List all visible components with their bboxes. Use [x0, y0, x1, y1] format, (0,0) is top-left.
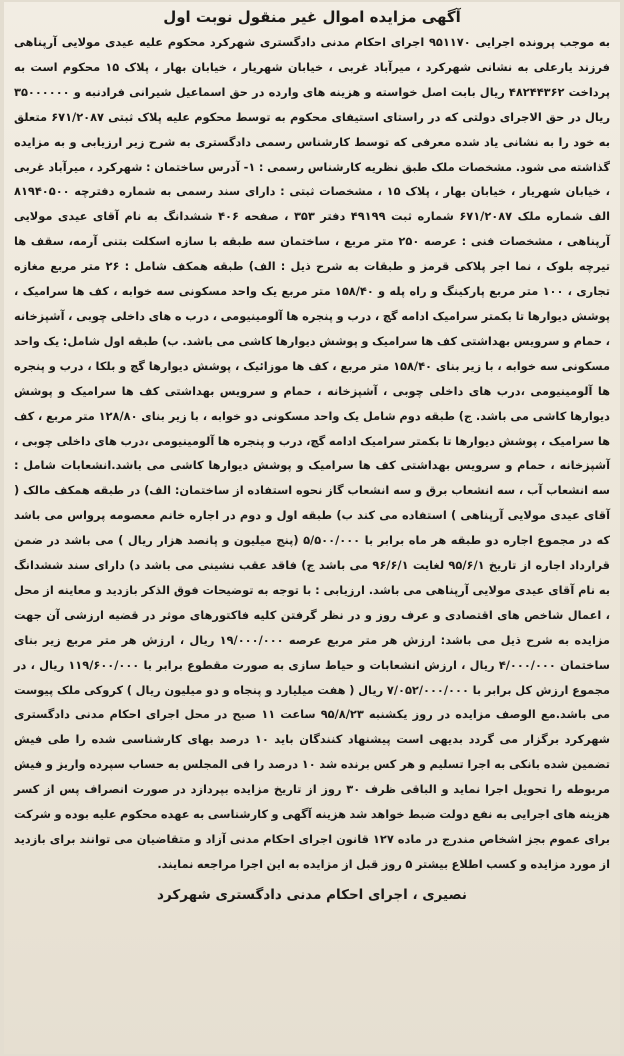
- auction-notice: [4, 2, 620, 1054]
- notice-body: به موجب پرونده اجرایی ۹۵۱۱۷۰ اجرای احکام مدنی دادگستری شهرکرد محکوم علیه عیدی مولایی آرپناهی فرزند یارعلی به نشانی شهرکرد ، میرآباد غربی ، خیابان شهریار ، خیابان بهار ، پلاک ۱۵ محکوم است به پرداخت ۴۸۲۴۴۳۶۲ ریال بابت اصل خواسته و هزینه های وارده در حق اسماعیل شیرانی فرادنبه و ۳۵۰۰۰۰۰۰ ریال در حق الاجرای دولتی که در راستای استیفای محکوم به توسط محکوم علیه پلاک ثبتی ۶۷۱/۲۰۸۷ متعلق به خود را به نشانی یاد شده معرفی که توسط کارشناس رسمی دادگستری به شرح زیر ارزیابی و به مزایده گذاشته می شود. مشخصات ملک طبق نظریه کارشناس رسمی : ۱- آدرس ساختمان : شهرکرد ، میرآباد غربی ، خیابان شهریار ، خیابان بهار ، پلاک ۱۵ ، مشخصات ثبتی : دارای سند رسمی به شماره دفترچه ۸۱۹۴۰۵۰۰ الف شماره ملک ۶۷۱/۲۰۸۷ شماره ثبت ۴۹۱۹۹ دفتر ۳۵۳ ، صفحه ۴۰۶ ششدانگ به نام آقای عیدی مولایی آرپناهی ، مشخصات فنی : عرصه ۲۵۰ متر مربع ، ساختمان سه طبقه با سازه اسکلت بتنی آرمه، سقف ها تیرچه بلوک ، نما اجر پلاکی قرمز و طبقات به شرح ذیل : الف) طبقه همکف شامل : ۲۶ متر مربع مغازه تجاری ، ۱۰۰ متر مربع پارکینگ و راه پله و ۱۵۸/۴۰ متر مربع یک واحد مسکونی سه خوابه ، کف ها سرامیک ، پوشش دیوارها تا بکمتر سرامیک ادامه گچ ، درب و پنجره ها آلومینیومی ، درب ه های داخلی چوبی ، آشپزخانه ، حمام و سرویس بهداشتی کف ها سرامیک و پوشش دیوارها کاشی می باشد. ب) طبقه اول شامل: یک واحد مسکونی سه خوابه ، با زیر بنای ۱۵۸/۴۰ متر مربع ، کف ها موزائیک ، پوشش دیوارها گچ و بلکا ، درب و پنجره ها آلومینیومی ،درب های داخلی چوبی ، آشپزخانه ، حمام و سرویس بهداشتی کف ها سرامیک و پوشش دیوارها کاشی می باشد. ج) طبقه دوم شامل یک واحد مسکونی دو خوابه ، با زیر بنای ۱۲۸/۸۰ متر مربع ، کف ها سرامیک ، پوشش دیوارها تا بکمتر سرامیک ادامه گچ، درب و پنجره ها آلومینیومی ،درب های داخلی چوبی ، آشپزخانه ، حمام و سرویس بهداشتی کف ها سرامیک و پوشش دیوارها کاشی می باشد.انشعابات شامل : سه انشعاب آب ، سه انشعاب برق و سه انشعاب گاز نحوه استفاده از ساختمان: الف) در طبقه همکف مالک ( آقای عیدی مولایی آرپناهی ) استفاده می کند ب) طبقه اول و دوم در اجاره خانم معصومه پرواس می باشد که در مجموع اجاره دو طبقه هر ماه برابر با ۵/۵۰۰/۰۰۰ (پنج میلیون و پانصد هزار ریال ) می باشد در ضمن قرارداد اجاره از تاریخ ۹۵/۶/۱ لغایت ۹۶/۶/۱ می باشد ج) فاقد عقب نشینی می باشد د) دارای سند ششدانگ به نام آقای عیدی مولایی آرپناهی می باشد. ارزیابی : با توجه به توضیحات فوق الذکر بازدید و معاینه از محل ، اعمال شاخص های اقتصادی و عرف روز و در نظر گرفتن کلیه فاکتورهای موثر در قضیه ارزشی آن جهت مزایده به شرح ذیل می باشد: ارزش هر متر مربع عرصه ۱۹/۰۰۰/۰۰۰ ریال ، ارزش هر متر مربع زیر بنای ساختمان ۴/۰۰۰/۰۰۰ ریال ، ارزش انشعابات و حیاط سازی به صورت مقطوع برابر با ۱۱۹/۶۰۰/۰۰۰ ریال ، در مجموع ارزش کل برابر با ۷/۰۵۲/۰۰۰/۰۰۰ ریال ( هفت میلیارد و پنجاه و دو میلیون ریال ) کروکی ملک پیوست می باشد.مع الوصف مزایده در روز یکشنبه ۹۵/۸/۲۳ ساعت ۱۱ صبح در محل اجرای احکام مدنی دادگستری شهرکرد برگزار می گردد بدیهی است پیشنهاد کنندگان باید ۱۰ درصد بهای کارشناسی شده را طی فیش تضمین شده بانکی به اجرا تسلیم و هر کس برنده شد ۱۰ درصد را فی المجلس به حساب سپرده واریز و فیش مربوطه را تحویل اجرا نماید و الباقی ظرف ۳۰ روز از تاریخ مزایده بپردازد در صورت انصراف پس از کسر هزینه های اجرایی به نفع دولت ضبط خواهد شد هزینه آگهی و کارشناسی به عهده محکوم علیه بوده و شرکت برای عموم بجز اشخاص مندرج در ماده ۱۲۷ قانون اجرای احکام مدنی آزاد و متقاضیان می توانند برای بازدید از مورد مزایده و کسب اطلاع بیشتر ۵ روز قبل از مزایده به این اجرا مراجعه نمایند.: [14, 35, 611, 871]
- notice-title: آگهی مزایده اموال غیر منقول نوبت اول: [163, 8, 461, 26]
- notice-signature: نصیری ، اجرای احکام مدنی دادگستری شهرکرد: [157, 886, 467, 903]
